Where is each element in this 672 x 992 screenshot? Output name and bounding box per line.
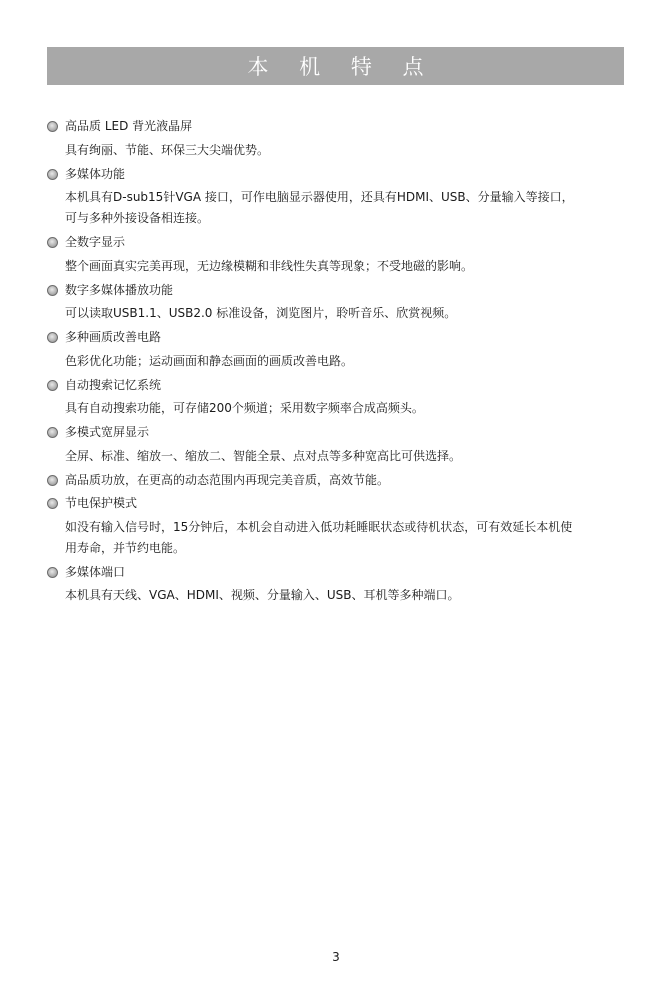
description-line: 色彩优化功能；运动画面和静态画面的画质改善电路。 — [65, 353, 354, 368]
bullet-icon — [47, 237, 58, 248]
bullet-icon — [47, 332, 58, 343]
feature-heading: 自动搜索记忆系统 — [65, 377, 162, 392]
feature-heading: 数字多媒体播放功能 — [65, 282, 174, 297]
bullet-icon — [47, 121, 58, 132]
feature-heading: 高品质 LED 背光液晶屏 — [65, 119, 193, 133]
title-banner — [47, 47, 624, 85]
feature-heading-row — [47, 469, 632, 493]
feature-description — [65, 139, 632, 163]
description-line: 本机具有天线、VGA、HDMI、视频、分量输入、USB、耳机等多种端口。 — [65, 588, 460, 602]
bullet-icon — [47, 498, 58, 509]
feature-heading-row — [47, 326, 632, 350]
feature-heading-row — [47, 231, 632, 255]
feature-heading-row — [47, 492, 632, 516]
feature-item — [47, 469, 632, 493]
feature-description — [65, 397, 632, 421]
feature-item — [47, 231, 632, 279]
feature-heading-row — [47, 421, 632, 445]
page-number: 3 — [332, 950, 340, 964]
feature-heading: 多媒体功能 — [65, 166, 126, 181]
feature-heading: 高品质功放，在更高的动态范围内再现完美音质，高效节能。 — [65, 472, 390, 487]
description-line: 可以读取USB1.1、USB2.0 标准设备，浏览图片，聆听音乐、欣赏视频。 — [65, 306, 457, 320]
feature-list — [47, 115, 632, 608]
description-line: 可与多种外接设备相连接。 — [65, 211, 210, 225]
feature-description — [65, 516, 632, 561]
feature-item — [47, 326, 632, 374]
feature-heading: 多种画质改善电路 — [65, 330, 162, 344]
description-line: 整个画面真实完美再现，无边缘模糊和非线性失真等现象；不受地磁的影响。 — [65, 258, 474, 273]
feature-heading-row — [47, 561, 632, 585]
bullet-icon — [47, 475, 58, 486]
feature-description — [65, 302, 632, 326]
feature-item — [47, 279, 632, 327]
feature-heading: 节电保护模式 — [65, 496, 138, 510]
feature-item — [47, 561, 632, 609]
feature-heading: 多媒体端口 — [65, 564, 126, 579]
description-line: 用寿命，并节约电能。 — [65, 540, 186, 555]
bullet-icon — [47, 380, 58, 391]
bullet-icon — [47, 169, 58, 180]
bullet-icon — [47, 285, 58, 296]
bullet-icon — [47, 427, 58, 438]
description-line: 具有自动搜索功能，可存储200个频道；采用数字频率合成高频头。 — [65, 401, 424, 415]
page-title: 本 机 特 点 — [247, 55, 436, 79]
bullet-icon — [47, 567, 58, 578]
description-line: 本机具有D-sub15针VGA 接口，可作电脑显示器使用，还具有HDMI、USB、分量输入等接口， — [65, 190, 574, 204]
description-line: 具有绚丽、节能、环保三大尖端优势。 — [65, 142, 270, 157]
feature-heading-row — [47, 115, 632, 139]
feature-description — [65, 255, 632, 279]
feature-item — [47, 374, 632, 422]
feature-description — [65, 445, 632, 469]
feature-item — [47, 492, 632, 561]
feature-heading-row — [47, 374, 632, 398]
feature-heading-row — [47, 279, 632, 303]
feature-item — [47, 421, 632, 469]
feature-heading-row — [47, 163, 632, 187]
feature-item — [47, 115, 632, 163]
description-line: 全屏、标准、缩放一、缩放二、智能全景、点对点等多种宽高比可供选择。 — [65, 448, 462, 463]
feature-item — [47, 163, 632, 232]
description-line: 如没有输入信号时，15分钟后，本机会自动进入低功耗睡眠状态或待机状态，可有效延长本机使 — [65, 519, 573, 534]
feature-description — [65, 186, 632, 231]
feature-heading: 多模式宽屏显示 — [65, 425, 150, 439]
feature-heading: 全数字显示 — [65, 235, 126, 249]
feature-description — [65, 584, 632, 608]
feature-description — [65, 350, 632, 374]
